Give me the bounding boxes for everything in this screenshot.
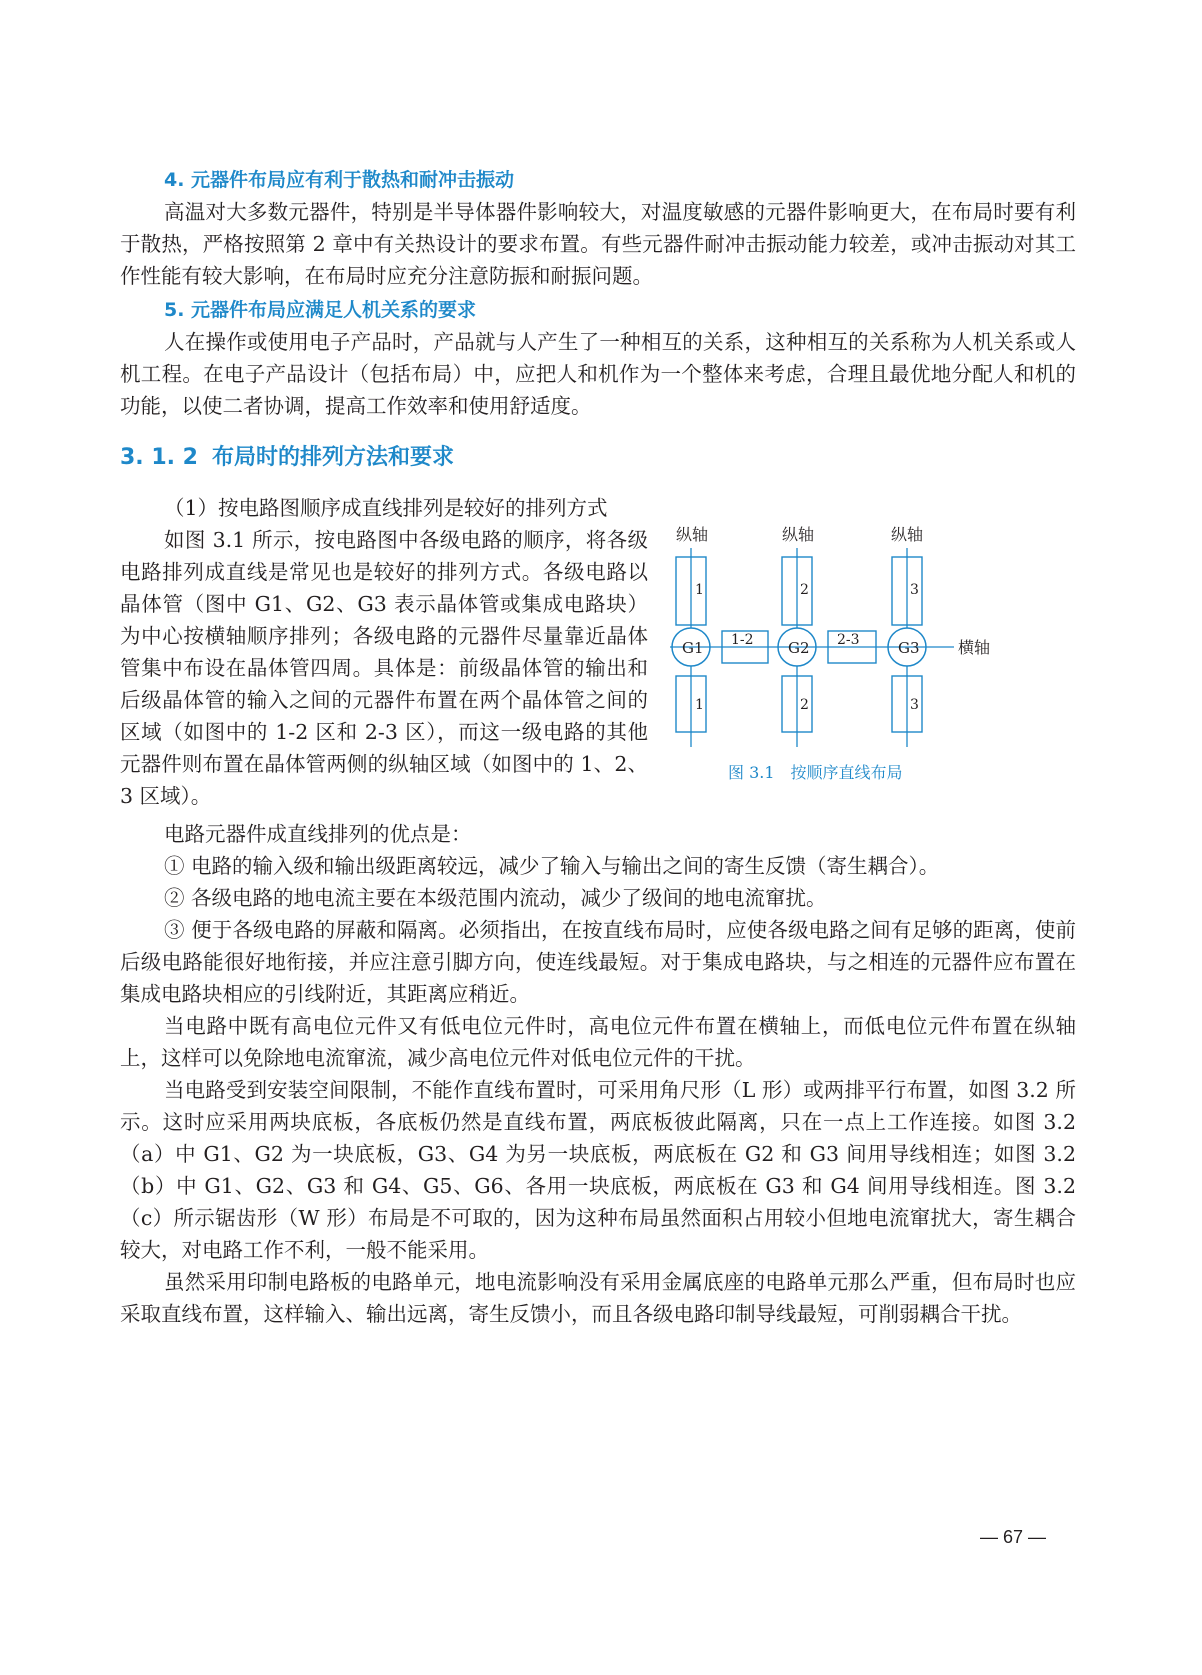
zone-label-2-3: 2-3 [837, 632, 860, 648]
transistor-g1-label: G1 [682, 639, 704, 657]
transistor-g2-label: G2 [788, 639, 810, 657]
section-4-heading: 4. 元器件布局应有利于散热和耐冲击振动 [164, 169, 515, 191]
advantage-item-3: ③ 便于各级电路的屏蔽和隔离。必须指出，在按直线布局时，应使各级电路之间有足够的距离，使前后级电路能很好地衔接，并应注意引脚方向，使连线最短。对于集成电路块，与之相连的元器件应布置在集成电路块相应的引线附近，其距离应稍近。 [120, 918, 1076, 1006]
vertical-axis-label-1: 纵轴 [676, 525, 709, 544]
figure-caption: 图 3.1 按顺序直线布局 [728, 763, 903, 782]
advantages-section [120, 818, 1076, 1330]
body-paragraph-2: 当电路受到安装空间限制，不能作直线布置时，可采用角尺形（L 形）或两排平行布置，如图 3.2 所示。这时应采用两块底板，各底板仍然是直线布置，两底板彼此隔离，只在一点上工作连接。如图 3.2（a）中 G1、G2 为一块底板，G3、G4 为另一块底板，两底板在 G2 和 G3 间用导线相连；如图 3.2（b）中 G1、G2、G3 和 G4、G5、G6、各用一块底板，两底板在 G3 和 G4 间用导线相连。图 3.2（c）所示锯齿形（W 形）布局是不可取的，因为这种布局虽然面积占用较小但地电流窜扰大，寄生耦合较大，对电路工作不利，一般不能采用。 [120, 1078, 1076, 1262]
body-paragraph-1: 当电路中既有高电位元件又有低电位元件时，高电位元件布置在横轴上，而低电位元件布置在纵轴上，这样可以免除地电流窜流，减少高电位元件对低电位元件的干扰。 [120, 1014, 1076, 1070]
upper-zone-label-3: 3 [910, 582, 919, 598]
section-4 [120, 164, 1076, 292]
section-number: 3. 1. 2 [120, 445, 198, 470]
lower-zone-label-1: 1 [695, 697, 704, 713]
section-title-text: 布局时的排列方法和要求 [212, 445, 455, 470]
item-1-heading: （1）按电路图顺序成直线排列是较好的排列方式 [164, 496, 608, 520]
page-number: — 67 — [980, 1527, 1047, 1547]
section-4-paragraph: 高温对大多数元器件，特别是半导体器件影响较大，对温度敏感的元器件影响更大，在布局时要有利于散热，严格按照第 2 章中有关热设计的要求布置。有些元器件耐冲击振动能力较差，或冲击振动对其工作性能有较大影响，在布局时应充分注意防振和耐振问题。 [120, 200, 1076, 288]
straight-line-layout-diagram [670, 520, 1070, 790]
figure-3-1 [670, 520, 1070, 790]
item-1 [120, 492, 648, 812]
section-5-paragraph: 人在操作或使用电子产品时，产品就与人产生了一种相互的关系，这种相互的关系称为人机关系或人机工程。在电子产品设计（包括布局）中，应把人和机作为一个整体来考虑，合理且最优地分配人和机的功能，以使二者协调，提高工作效率和使用舒适度。 [120, 330, 1076, 418]
vertical-axis-label-2: 纵轴 [782, 525, 815, 544]
section-title [120, 442, 1076, 474]
upper-zone-label-1: 1 [695, 582, 704, 598]
horizontal-axis-label: 横轴 [958, 638, 991, 657]
lower-zone-label-3: 3 [910, 697, 919, 713]
advantage-item-1: ① 电路的输入级和输出级距离较远，减少了输入与输出之间的寄生反馈（寄生耦合）。 [164, 854, 940, 878]
item-1-paragraph: 如图 3.1 所示，按电路图中各级电路的顺序，将各级电路排列成直线是常见也是较好的排列方式。各级电路以晶体管（图中 G1、G2、G3 表示晶体管或集成电路块）为中心按横轴顺序排列；各级电路的元器件尽量靠近晶体管集中布设在晶体管四周。具体是：前级晶体管的输出和后级晶体管的输入之间的元器件布置在两个晶体管之间的区域（如图中的 1-2 区和 2-3 区），而这一级电路的其他元器件则布置在晶体管两侧的纵轴区域（如图中的 1、2、3 区域）。 [120, 528, 648, 808]
transistor-g3-label: G3 [898, 639, 920, 657]
section-5-heading: 5. 元器件布局应满足人机关系的要求 [164, 299, 477, 321]
lower-zone-label-2: 2 [800, 697, 809, 713]
section-3-1-2 [120, 442, 1076, 474]
section-5 [120, 294, 1076, 422]
vertical-axis-label-3: 纵轴 [891, 525, 924, 544]
advantage-item-2: ② 各级电路的地电流主要在本级范围内流动，减少了级间的地电流窜扰。 [164, 886, 827, 910]
body-paragraph-3: 虽然采用印制电路板的电路单元，地电流影响没有采用金属底座的电路单元那么严重，但布局时也应采取直线布置，这样输入、输出远离，寄生反馈小，而且各级电路印制导线最短，可削弱耦合干扰。 [120, 1270, 1076, 1326]
advantages-intro: 电路元器件成直线排列的优点是： [164, 822, 472, 846]
zone-label-1-2: 1-2 [731, 632, 754, 648]
upper-zone-label-2: 2 [800, 582, 809, 598]
